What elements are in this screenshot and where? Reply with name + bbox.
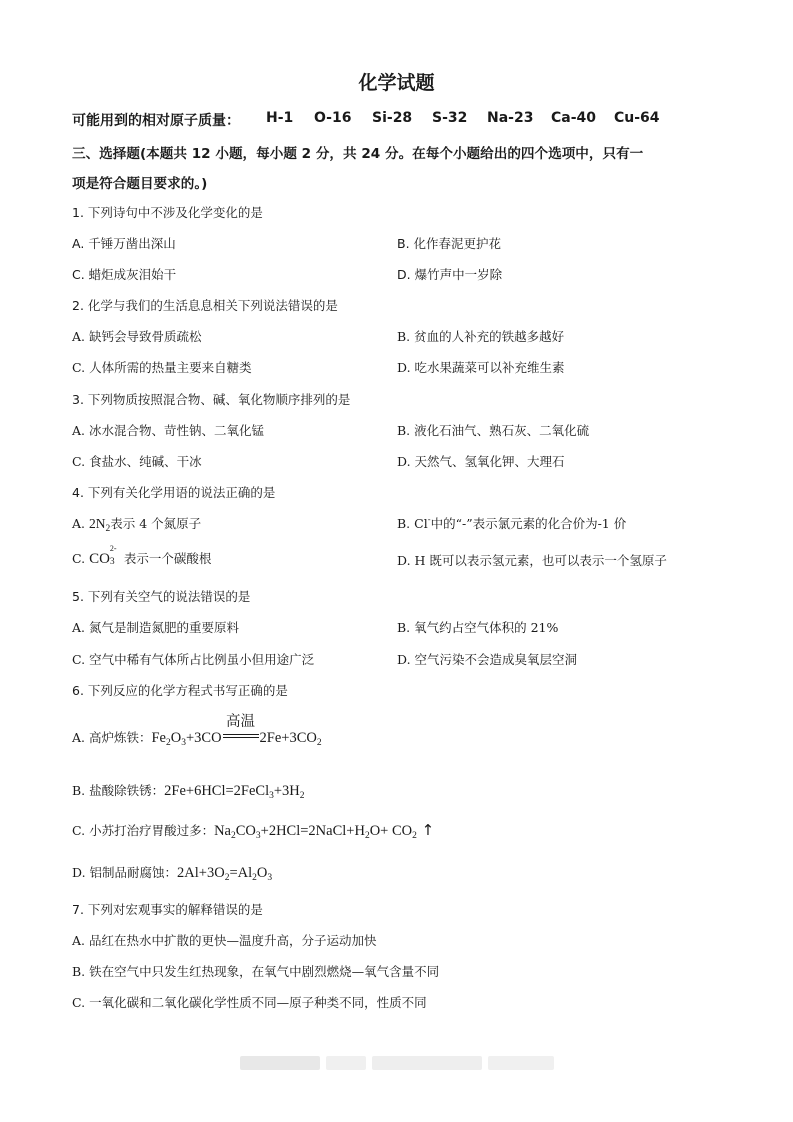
atomic-mass-line [72,110,240,130]
mass-s: S-32 [432,110,468,126]
question-4-stem: 4. 下列有关化学用语的说法正确的是 [72,485,276,500]
question-5-option-a[interactable]: A. 氮气是制造氮肥的重要原料 [72,620,239,635]
question-6-option-d[interactable] [72,863,272,883]
question-7-stem: 7. 下列对宏观事实的解释错误的是 [72,902,263,917]
question-3-option-b[interactable]: B. 液化石油气、熟石灰、二氧化硫 [397,423,590,438]
question-3-stem: 3. 下列物质按照混合物、碱、氧化物顺序排列的是 [72,392,351,407]
question-2-option-b[interactable]: B. 贫血的人补充的铁越多越好 [397,329,565,344]
question-3-option-a[interactable]: A. 冰水混合物、苛性钠、二氧化锰 [72,423,264,438]
question-6-option-b[interactable] [72,781,305,801]
carbonate-subscript: 3 [109,557,115,567]
mass-cu: Cu-64 [614,110,660,126]
formula-2n2 [88,516,111,534]
question-4-option-d[interactable]: D. H 既可以表示氢元素，也可以表示一个氢原子 [397,553,667,568]
question-5-option-c[interactable]: C. 空气中稀有气体所占比例虽小但用途广泛 [72,652,315,667]
section-header-line1: 三、选择题(本题共 12 小题，每小题 2 分，共 24 分。在每个小题给出的四个选项中，只有一 [72,146,644,162]
question-3-option-d[interactable]: D. 天然气、氢氧化钾、大理石 [397,454,565,469]
question-1-option-c[interactable]: C. 蜡炬成灰泪始干 [72,267,177,282]
mass-o: O-16 [314,110,352,126]
page-title: 化学试题 [358,72,435,94]
option-a-letter: A. [72,516,89,531]
option-b-text: 中的“-”表示氯元素的化合价为-1 价 [430,516,627,531]
question-2-stem: 2. 化学与我们的生活息息相关下列说法错误的是 [72,298,338,313]
question-4-option-a[interactable] [72,514,201,534]
chloride-charge: - [427,515,431,525]
option-d-label: D. 铝制品耐腐蚀： [72,865,178,880]
formula-2n: 2N [88,516,106,531]
option-b-label: B. 盐酸除铁锈： [72,783,165,798]
question-5-option-b[interactable]: B. 氧气约占空气体积的 21% [397,620,559,635]
mass-na: Na-23 [487,110,534,126]
question-1-option-a[interactable]: A. 千锤万凿出深山 [72,236,176,251]
question-2-option-c[interactable]: C. 人体所需的热量主要来自糖类 [72,360,252,375]
question-7-option-b[interactable]: B. 铁在空气中只发生红热现象，在氧气中剧烈燃烧—氧气含量不同 [72,964,440,979]
question-5-stem: 5. 下列有关空气的说法错误的是 [72,589,251,604]
equation-rust-removal: $2Fe+6HCl=2FeCl_3+3H_2$ [164,783,305,801]
question-2-option-d[interactable]: D. 吃水果蔬菜可以补充维生素 [397,360,565,375]
question-1-option-b[interactable]: B. 化作春泥更护花 [397,236,502,251]
formula-carbonate [89,544,120,567]
option-a-label: A. 高炉炼铁： [72,730,152,745]
carbonate-charge: 2- [109,544,117,553]
question-4-option-c[interactable] [72,544,212,568]
option-c-letter: C. [72,551,90,566]
mass-si: Si-28 [372,110,413,126]
reaction-condition [223,714,259,742]
equation-blast-furnace: $Fe_2O_3+3CO$ 高温 $2Fe+3CO_2$ [151,730,321,746]
equation-baking-soda: $Na_2CO_3+2HCl=2NaCl+H_2O+ CO_2$ [214,823,417,841]
question-1-stem: 1. 下列诗句中不涉及化学变化的是 [72,205,263,220]
option-c-text: 表示一个碳酸根 [119,551,212,566]
option-b-prefix: B. Cl [397,516,428,531]
gas-arrow-icon: ↑ [416,821,435,839]
question-5-option-d[interactable]: D. 空气污染不会造成臭氧层空洞 [397,652,578,667]
question-6-option-c[interactable] [72,821,434,841]
mass-h: H-1 [266,110,294,126]
option-a-text: 表示 4 个氮原子 [110,516,202,531]
equation-aluminum: $2Al+3O_2=Al_2O_3$ [177,865,273,883]
atomic-mass-label: 可能用到的相对原子质量： [72,113,240,129]
formula-co: CO [89,551,110,567]
option-c-label: C. 小苏打治疗胃酸过多： [72,823,215,838]
question-2-option-a[interactable]: A. 缺钙会导致骨质疏松 [72,329,202,344]
formula-subscript: 2 [105,524,111,534]
mass-ca: Ca-40 [551,110,597,126]
question-3-option-c[interactable]: C. 食盐水、纯碱、干冰 [72,454,202,469]
question-6-stem: 6. 下列反应的化学方程式书写正确的是 [72,683,288,698]
question-7-option-c[interactable]: C. 一氧化碳和二氧化碳化学性质不同—原子种类不同，性质不同 [72,995,427,1010]
question-4-option-b[interactable] [397,514,626,532]
condition-high-temp: 高温 [226,714,256,730]
section-header-line2: 项是符合题目要求的。) [72,176,208,192]
question-1-option-d[interactable]: D. 爆竹声中一岁除 [397,267,503,282]
question-6-option-a[interactable] [72,714,322,748]
question-7-option-a[interactable]: A. 品红在热水中扩散的更快—温度升高，分子运动加快 [72,933,377,948]
